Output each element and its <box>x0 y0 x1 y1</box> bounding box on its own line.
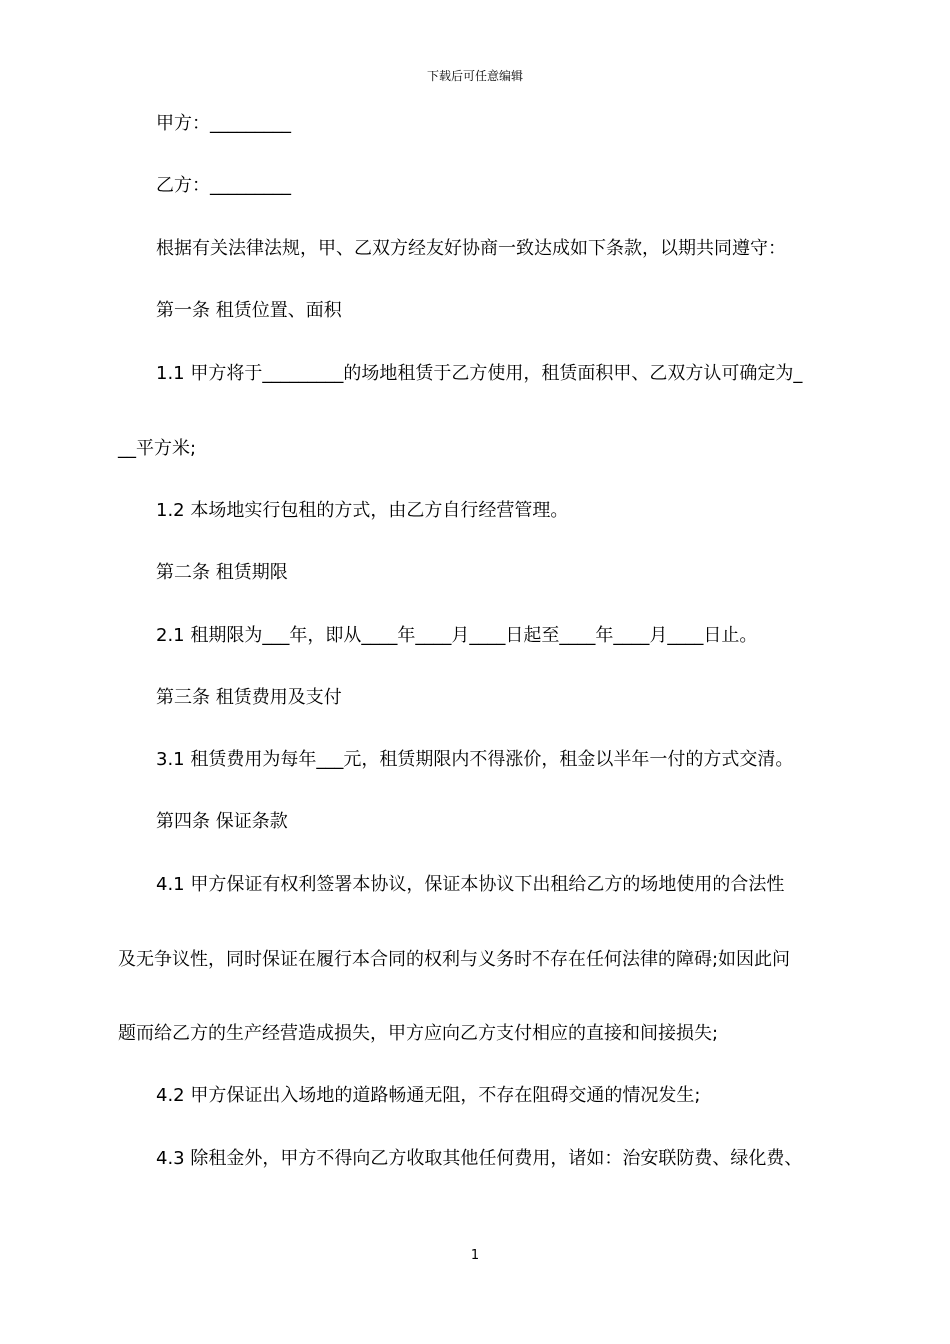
page-header: 下载后可任意编辑 <box>426 69 523 83</box>
party-b-line: 乙方：_________ <box>156 175 291 196</box>
clause-4-2: 4.2 甲方保证出入场地的道路畅通无阻，不存在阻碍交通的情况发生; <box>156 1085 701 1106</box>
clause-4-1-line-3: 题而给乙方的生产经营造成损失，甲方应向乙方支付相应的直接和间接损失; <box>118 1023 719 1044</box>
clause-2-1: 2.1 租期限为___年，即从____年____月____日起至____年____月____日止。 <box>156 625 758 646</box>
article-4-heading: 第四条 保证条款 <box>156 811 288 832</box>
clause-4-1-line-1: 4.1 甲方保证有权利签署本协议，保证本协议下出租给乙方的场地使用的合法性 <box>156 874 785 895</box>
clause-1-1-line-2: __平方米; <box>118 438 197 459</box>
clause-1-1-line-1: 1.1 甲方将于_________的场地租赁于乙方使用，租赁面积甲、乙双方认可确定为_ <box>156 363 803 384</box>
article-2-heading: 第二条 租赁期限 <box>156 562 288 583</box>
clause-4-1-line-2: 及无争议性，同时保证在履行本合同的权利与义务时不存在任何法律的障碍;如因此问 <box>118 949 791 970</box>
preamble-paragraph: 根据有关法律法规，甲、乙双方经友好协商一致达成如下条款，以期共同遵守： <box>156 238 786 259</box>
page-number: 1 <box>470 1248 480 1263</box>
clause-3-1: 3.1 租赁费用为每年___元，租赁期限内不得涨价，租金以半年一付的方式交清。 <box>156 749 794 770</box>
party-a-line: 甲方：_________ <box>156 113 291 134</box>
article-1-heading: 第一条 租赁位置、面积 <box>156 300 342 321</box>
clause-1-2: 1.2 本场地实行包租的方式，由乙方自行经营管理。 <box>156 500 569 521</box>
clause-4-3-line-1: 4.3 除租金外，甲方不得向乙方收取其他任何费用，诸如：治安联防费、绿化费、 <box>156 1148 803 1169</box>
article-3-heading: 第三条 租赁费用及支付 <box>156 687 342 708</box>
